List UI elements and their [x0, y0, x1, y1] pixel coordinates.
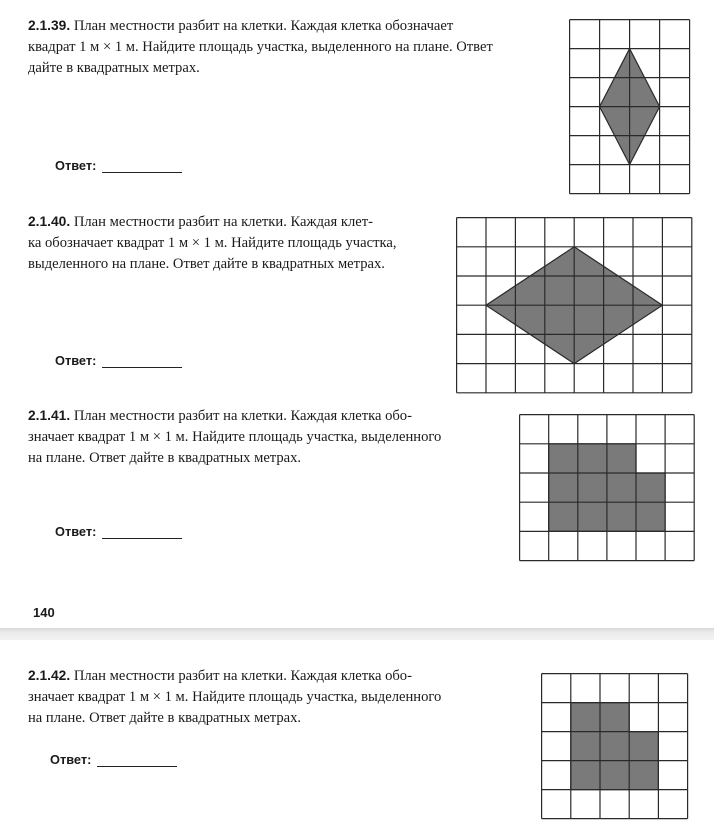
task-number: 2.1.39.: [28, 18, 71, 33]
task-2-1-40-grid: [456, 217, 692, 393]
answer-blank[interactable]: [102, 161, 182, 173]
answer-label: Ответ:: [50, 752, 92, 767]
page-number: 140: [33, 605, 55, 620]
answer-blank[interactable]: [102, 356, 182, 368]
task-2-1-39-answer: [55, 158, 182, 173]
task-2-1-41-grid: [519, 414, 694, 560]
task-2-1-42-grid: [541, 673, 688, 818]
answer-blank[interactable]: [97, 755, 177, 767]
task-2-1-40-text: 2.1.40. План местности разбит на клетки. Каждая клет- ка обозначает квадрат 1 м × 1 м. Найдите площадь участка, выделенного на плане. Ответ дайте в квадратных метрах.: [28, 214, 397, 272]
task-2-1-39-text: 2.1.39. План местности разбит на клетки. Каждая клетка обозначает квадрат 1 м × 1 м. Найдите площадь участка, выделенного на плане. Ответ дайте в квадратных метрах.: [28, 18, 493, 76]
answer-label: Ответ:: [55, 524, 97, 539]
task-2-1-42-text: 2.1.42. План местности разбит на клетки. Каждая клетка обо- значает квадрат 1 м × 1 м. Найдите площадь участка, выделенного на плане. Ответ дайте в квадратных метрах.: [28, 668, 442, 726]
task-2-1-41-answer: [55, 524, 182, 539]
task-2-1-40-answer: [55, 353, 182, 368]
task-number: 2.1.41.: [28, 408, 71, 423]
task-number: 2.1.40.: [28, 214, 71, 229]
task-number: 2.1.42.: [28, 668, 71, 683]
page-separator: [0, 628, 714, 640]
answer-blank[interactable]: [102, 527, 182, 539]
answer-label: Ответ:: [55, 158, 97, 173]
task-2-1-42-answer: [50, 752, 177, 767]
task-2-1-41-text: 2.1.41. План местности разбит на клетки. Каждая клетка обо- значает квадрат 1 м × 1 м. Найдите площадь участка, выделенного на плане. Ответ дайте в квадратных метрах.: [28, 408, 442, 466]
textbook-page-next: [0, 640, 714, 828]
answer-label: Ответ:: [55, 353, 97, 368]
task-2-1-39-grid: [569, 19, 690, 196]
highlighted-plot: [571, 703, 659, 790]
